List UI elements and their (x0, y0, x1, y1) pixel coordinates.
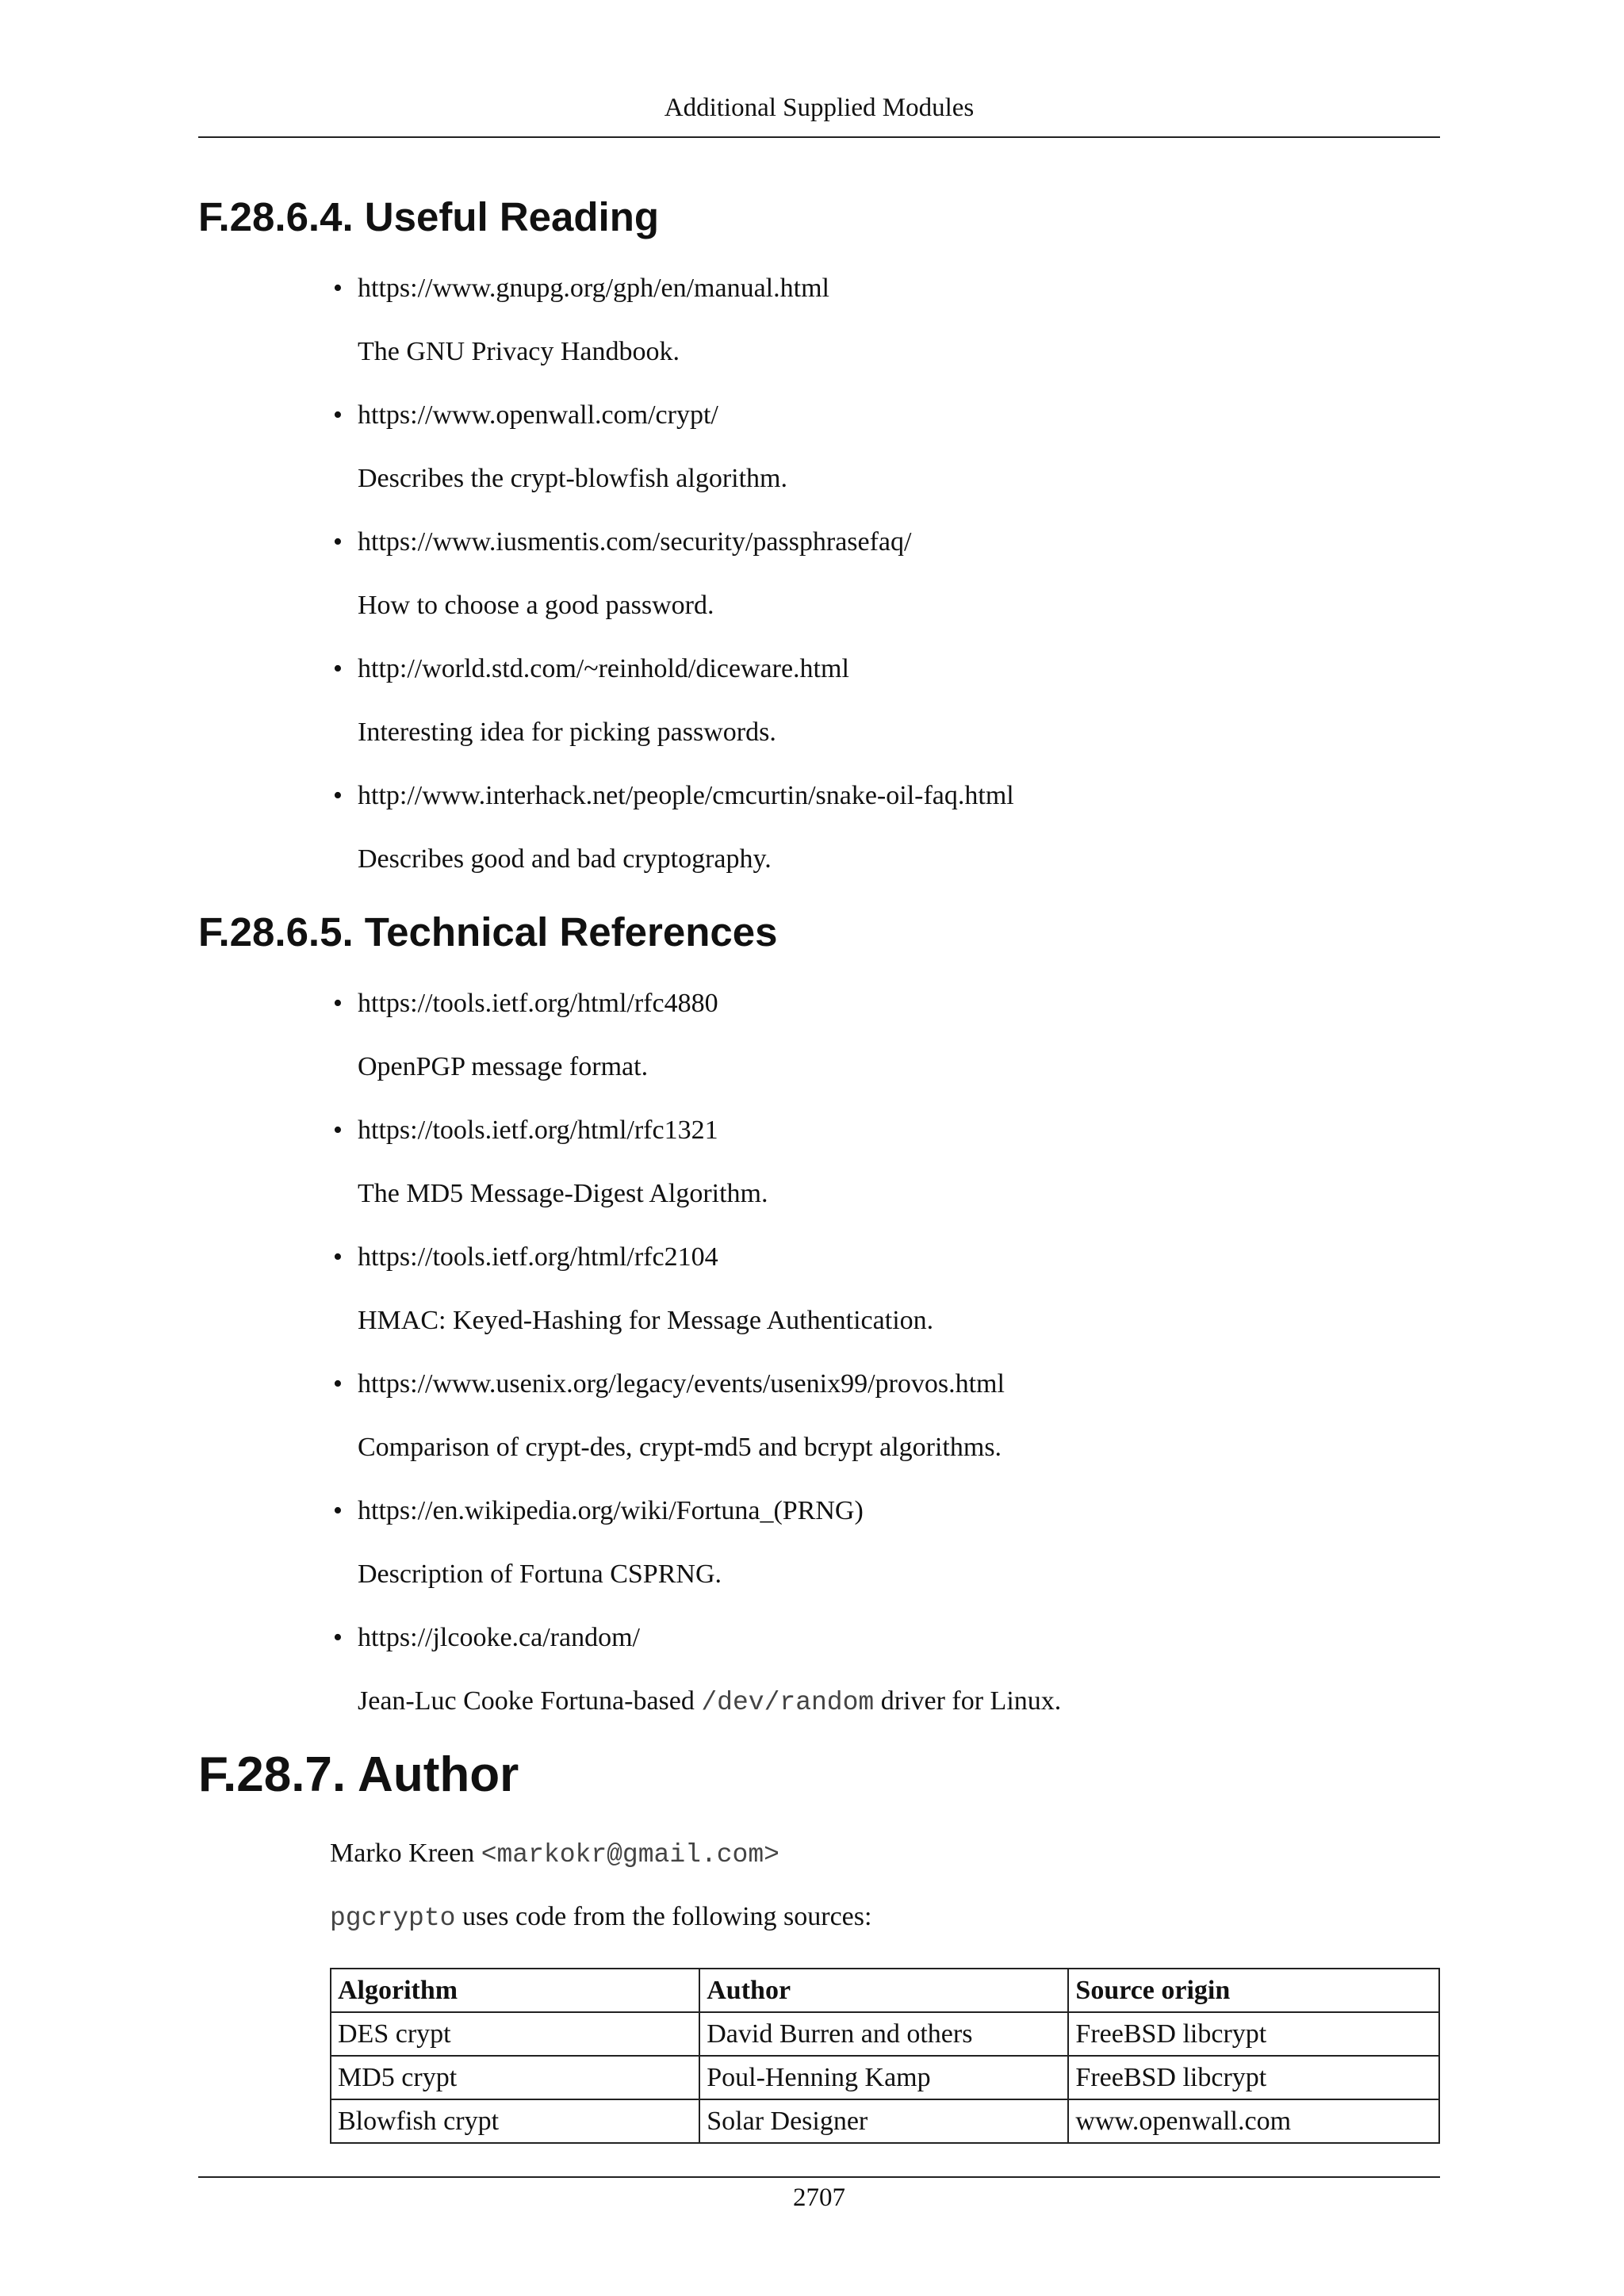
bullet: • (333, 1369, 343, 1399)
reference-url: https://tools.ietf.org/html/rfc1321 (358, 1115, 718, 1145)
bullet: • (333, 1242, 343, 1272)
table-cell: David Burren and others (699, 2012, 1068, 2056)
sources-intro (330, 1901, 871, 1934)
technical-references-heading: F.28.6.5. Technical References (198, 909, 778, 955)
sources-table (330, 1968, 1440, 2144)
reference-url: http://www.interhack.net/people/cmcurtin/snake-oil-faq.html (358, 781, 1014, 810)
reference-url: http://world.std.com/~reinhold/diceware.html (358, 654, 849, 683)
author-email: <markokr@gmail.com> (481, 1840, 779, 1869)
reference-url: https://www.usenix.org/legacy/events/usenix99/provos.html (358, 1369, 1005, 1399)
table-row (331, 2012, 1439, 2056)
module-name-code: pgcrypto (330, 1904, 456, 1933)
footer-divider (198, 2176, 1440, 2178)
table-cell: MD5 crypt (331, 2056, 699, 2099)
author-name: Marko Kreen (330, 1839, 481, 1868)
description-text: driver for Linux. (874, 1686, 1062, 1716)
reference-description: Interesting idea for picking passwords. (358, 718, 776, 747)
column-header-author: Author (699, 1969, 1068, 2012)
bullet: • (333, 1623, 343, 1652)
reference-description: Describes good and bad cryptography. (358, 844, 772, 874)
reference-url: https://en.wikipedia.org/wiki/Fortuna_(PRNG) (358, 1496, 864, 1525)
header-divider (198, 136, 1440, 138)
useful-reading-heading: F.28.6.4. Useful Reading (198, 194, 660, 239)
reference-description: Describes the crypt-blowfish algorithm. (358, 464, 787, 493)
reference-description: Description of Fortuna CSPRNG. (358, 1559, 722, 1589)
reference-description: The GNU Privacy Handbook. (358, 337, 680, 366)
reference-description: The MD5 Message-Digest Algorithm. (358, 1179, 768, 1208)
description-text: Jean-Luc Cooke Fortuna-based (358, 1686, 702, 1716)
bullet: • (333, 527, 343, 557)
reference-description: OpenPGP message format. (358, 1052, 649, 1081)
table-cell: Solar Designer (699, 2099, 1068, 2143)
sources-intro-text: uses code from the following sources: (455, 1902, 872, 1931)
bullet: • (333, 989, 343, 1018)
reference-url: https://www.gnupg.org/gph/en/manual.html (358, 274, 829, 303)
table-row (331, 2056, 1439, 2099)
author-line (330, 1838, 779, 1871)
table-cell: FreeBSD libcrypt (1068, 2056, 1439, 2099)
reference-description (358, 1686, 1061, 1719)
reference-url: https://jlcooke.ca/random/ (358, 1623, 640, 1652)
reference-description: HMAC: Keyed-Hashing for Message Authentication. (358, 1306, 934, 1335)
device-path-code: /dev/random (701, 1688, 875, 1717)
column-header-algorithm: Algorithm (331, 1969, 699, 2012)
table-cell: FreeBSD libcrypt (1068, 2012, 1439, 2056)
reference-description: How to choose a good password. (358, 591, 714, 620)
reference-url: https://www.openwall.com/crypt/ (358, 400, 718, 430)
table-cell: www.openwall.com (1068, 2099, 1439, 2143)
page-number: 2707 (793, 2183, 845, 2212)
reference-url: https://tools.ietf.org/html/rfc2104 (358, 1242, 718, 1272)
table-row (331, 2099, 1439, 2143)
reference-url: https://www.iusmentis.com/security/passphrasefaq/ (358, 527, 912, 557)
bullet: • (333, 1115, 343, 1145)
bullet: • (333, 781, 343, 810)
author-heading: F.28.7. Author (198, 1747, 519, 1802)
running-header: Additional Supplied Modules (664, 94, 975, 122)
bullet: • (333, 654, 343, 683)
bullet: • (333, 400, 343, 430)
bullet: • (333, 1496, 343, 1525)
table-cell: Poul-Henning Kamp (699, 2056, 1068, 2099)
column-header-source-origin: Source origin (1068, 1969, 1439, 2012)
reference-description: Comparison of crypt-des, crypt-md5 and bcrypt algorithms. (358, 1433, 1002, 1462)
bullet: • (333, 274, 343, 303)
table-cell: Blowfish crypt (331, 2099, 699, 2143)
reference-url: https://tools.ietf.org/html/rfc4880 (358, 989, 718, 1018)
table-cell: DES crypt (331, 2012, 699, 2056)
table-header-row (331, 1969, 1439, 2012)
